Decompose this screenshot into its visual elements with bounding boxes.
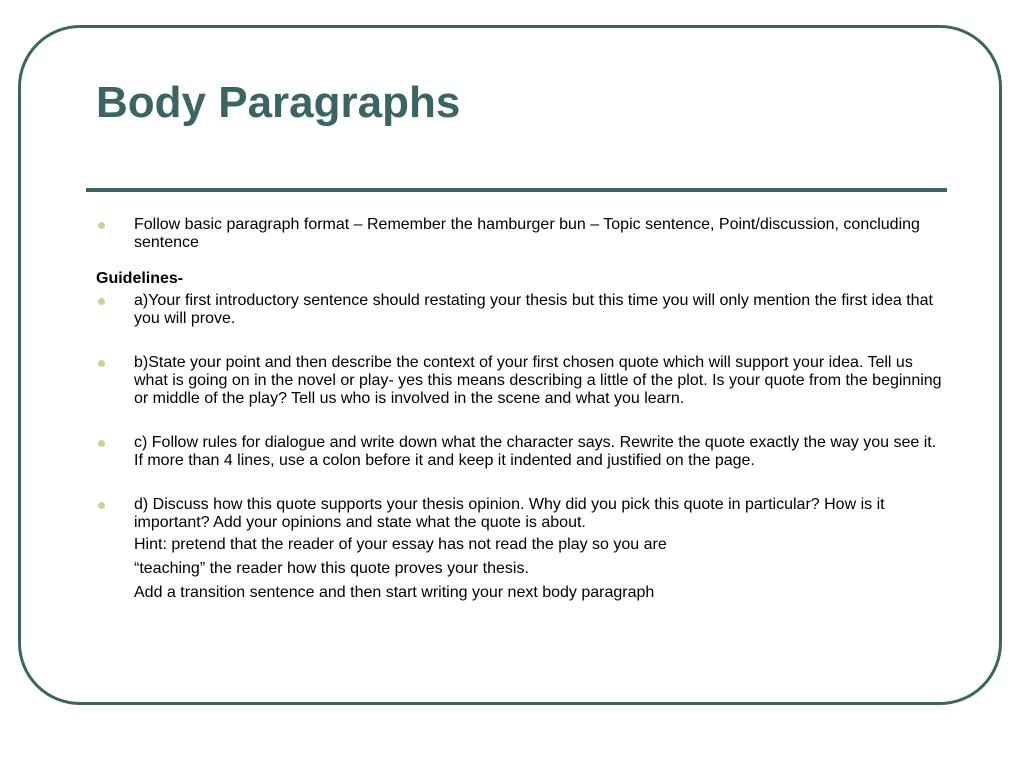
hint-line-3: Add a transition sentence and then start writing your next body paragraph (134, 584, 655, 601)
title-divider (86, 188, 947, 192)
guidelines-heading: Guidelines- (96, 270, 184, 287)
bullet-guideline-a (96, 292, 946, 328)
bullet-guideline-d (96, 496, 946, 532)
slide-title: Body Paragraphs (96, 78, 461, 127)
bullet-dot-icon (98, 360, 105, 367)
hint-line-1: Hint: pretend that the reader of your essay has not read the play so you are (134, 536, 667, 553)
bullet-text: c) Follow rules for dialogue and write down what the character says. Rewrite the quote exactly the way you see it. If more than 4 lines, use a colon before it and keep it indented and justified on the page. (134, 434, 937, 469)
bullet-text: Follow basic paragraph format – Remember the hamburger bun – Topic sentence, Point/discussion, concluding sentence (134, 216, 920, 251)
bullet-paragraph-format (96, 216, 946, 252)
bullet-text: d) Discuss how this quote supports your thesis opinion. Why did you pick this quote in particular? How is it important? Add your opinions and state what the quote is about. (134, 496, 885, 531)
bullet-guideline-b (96, 354, 946, 408)
hint-line-2: “teaching” the reader how this quote proves your thesis. (134, 560, 529, 577)
bullet-guideline-c (96, 434, 946, 470)
bullet-text: a)Your first introductory sentence should restating your thesis but this time you will only mention the first idea that you will prove. (134, 292, 933, 327)
bullet-text: b)State your point and then describe the context of your first chosen quote which will support your idea. Tell us what is going on in the novel or play- yes this means describing a little of the plot. Is your quote from the beginning or middle of the play? Tell us who is involved in the scene and what you learn. (134, 354, 942, 407)
bullet-dot-icon (98, 440, 105, 447)
slide-body (96, 216, 946, 604)
bullet-dot-icon (98, 502, 105, 509)
bullet-dot-icon (98, 222, 105, 229)
bullet-dot-icon (98, 298, 105, 305)
